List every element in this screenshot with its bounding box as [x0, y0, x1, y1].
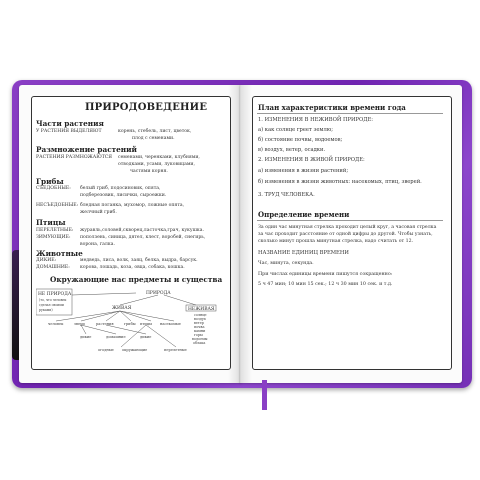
plan-item: 1. ИЗМЕНЕНИЯ В НЕЖИВОЙ ПРИРОДЕ:	[258, 117, 374, 123]
not-nature-label: НЕ ПРИРОДА	[38, 292, 72, 297]
time-text: за час проходит расстояние от одной цифры до другой. Чтобы узнать,	[258, 232, 433, 237]
domestic-text: корова, лошадь, коза, овца, собака, кошка.	[80, 265, 185, 270]
diagram-nonliving-item: облака	[193, 341, 206, 345]
migrant-text: журавль,соловей,скворец,ласточка,грач, кукушка.	[80, 228, 204, 233]
diagram-living-item: птицы	[140, 322, 152, 326]
diagram-animal-kind: дикие	[80, 335, 92, 339]
surroundings-heading: Окружающие нас предметы и существа	[50, 275, 223, 284]
plan-item: 3. ТРУД ЧЕЛОВЕКА.	[258, 192, 315, 198]
plan-item: 2. ИЗМЕНЕНИЯ В ЖИВОЙ ПРИРОДЕ:	[258, 157, 365, 163]
page-title: ПРИРОДОВЕДЕНИЕ	[85, 102, 208, 113]
reproduction-text: частями корня.	[130, 169, 168, 174]
migrant-label: ПЕРЕЛЕТНЫЕ:	[36, 228, 74, 233]
nature-label: ПРИРОДА	[146, 291, 171, 296]
reproduction-heading: Размножение растений	[36, 145, 137, 154]
diagram-living-item: насекомые	[160, 322, 181, 326]
not-nature-note: (то, что человек	[39, 298, 67, 302]
plants-label: У РАСТЕНИЯ ВЫДЕЛЯЮТ	[36, 129, 102, 134]
mushrooms-heading: Грибы	[36, 177, 64, 186]
time-text: За один час минутная стрелка проходит целый круг, а часовая стрелка	[258, 225, 437, 230]
diagram-living-item: грибы	[124, 322, 136, 326]
nature-diagram	[36, 287, 226, 357]
example-text: 5 ч 47 мин; 10 мин 15 сек.; 12 ч 30 мин 10 сек. и т.д.	[258, 282, 393, 287]
edible-text: белый гриб, подосиновик, опята,	[80, 186, 161, 191]
plan-subitem: в) воздух, ветер, осадки.	[258, 147, 326, 153]
diagram-nonliving-item: горы	[194, 333, 203, 337]
diagram-plant-kind: окружающие	[122, 348, 148, 352]
units-text: Час, минута, секунда.	[258, 261, 314, 266]
not-nature-note: сделал своими	[39, 303, 64, 307]
plants-text: корень, стебель, лист, цветок,	[118, 129, 192, 134]
diagram-nonliving-item: камни	[194, 329, 206, 333]
heading-rule	[257, 113, 443, 114]
plan-heading: План характеристики времени года	[258, 103, 406, 112]
diagram-nonliving-item: водоемы	[192, 337, 208, 341]
time-heading: Определение времени	[258, 210, 350, 219]
nonliving-label: НЕЖИВАЯ	[188, 307, 215, 312]
diagram-living-item: растения	[96, 322, 114, 326]
not-nature-note: руками)	[39, 308, 53, 312]
plan-subitem: а) изменения в жизни растений;	[258, 168, 349, 174]
winter-label: ЗИМУЮЩИЕ:	[36, 235, 71, 240]
birds-heading: Птицы	[36, 218, 66, 227]
diagram-plant-kind: перелетные	[164, 348, 187, 352]
plan-subitem: а) как солнце греет землю;	[258, 127, 334, 133]
winter-text: поползень, синица, дятел, клест, воробей, снегирь,	[80, 235, 206, 240]
bookmark-ribbon	[262, 380, 267, 410]
winter-text: ворона, галка.	[80, 242, 115, 247]
diagram-plant-kind: огодные	[98, 348, 114, 352]
reproduction-text: семенами, черенками, клубнями,	[118, 155, 200, 160]
inedible-text: бледная поганка, мухомор, ложные опята,	[80, 203, 185, 208]
reproduction-label: РАСТЕНИЯ РАЗМНОЖАЮТСЯ	[36, 155, 113, 160]
diagram-animal-kind: домашние	[106, 335, 126, 339]
diagram-living-item: звери	[74, 322, 85, 326]
units-label: НАЗВАНИЕ ЕДИНИЦ ВРЕМЕНИ	[258, 250, 349, 256]
diagram-nonliving-item: почва	[194, 325, 205, 329]
plants-heading: Части растения	[36, 119, 104, 128]
edible-text: подберезовик, лисички, сыроежки.	[80, 193, 167, 198]
wild-label: ДИКИЕ:	[36, 258, 57, 263]
abbreviation-text: При числах единицы времени пишутся сокращенно:	[258, 272, 393, 277]
plan-subitem: б) состояние почвы, водоемов;	[258, 137, 343, 143]
diagram-living-item: человек	[48, 322, 64, 326]
animals-heading: Животные	[36, 249, 83, 258]
plan-subitem: б) изменения в жизни животных: насекомых, птиц, зверей.	[258, 179, 422, 185]
reproduction-text: отводками, усами, луковицами,	[118, 162, 195, 167]
wild-text: медведь, лиса, волк, заяц, белка, выдра, барсук.	[80, 258, 198, 263]
plants-text: плод с семенами.	[132, 136, 175, 141]
domestic-label: ДОМАШНИЕ:	[36, 265, 70, 270]
living-label: ЖИВАЯ	[112, 306, 132, 311]
diagram-nonliving-item: солнце	[194, 313, 207, 317]
diagram-nonliving-item: ветер	[194, 321, 204, 325]
edible-label: СЪЕДОБНЫЕ:	[36, 186, 71, 191]
spine	[228, 85, 252, 383]
heading-rule	[257, 220, 443, 221]
diagram-nonliving-item: воздух	[194, 317, 206, 321]
inedible-label: НЕСЪЕДОБНЫЕ:	[36, 203, 79, 208]
inedible-text: желчный гриб.	[80, 210, 117, 215]
diagram-animal-kind: дикие	[140, 335, 152, 339]
time-text: сколько минут прошла минутная стрелка, надо считать от 12.	[258, 239, 414, 244]
